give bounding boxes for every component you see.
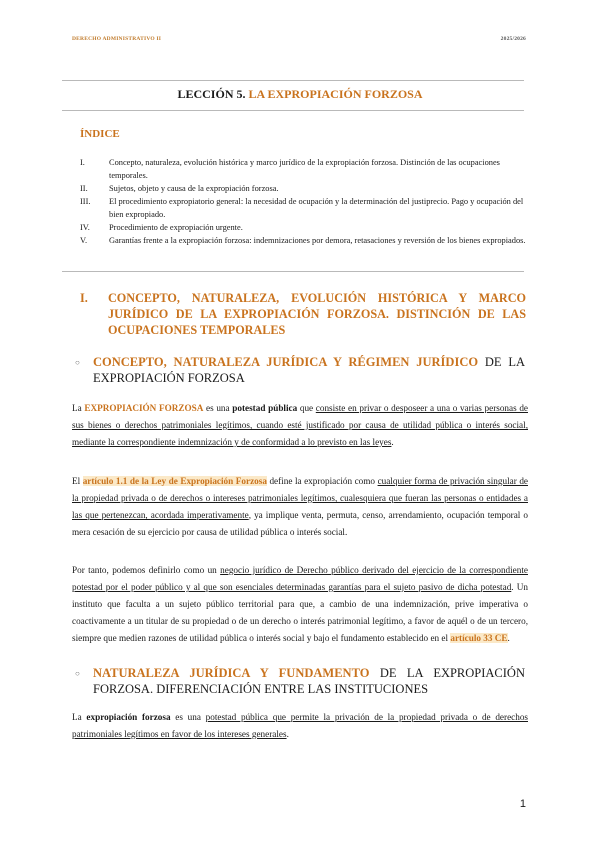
subsection-heading-1 — [75, 354, 525, 386]
article-highlight: artículo 33 CE — [450, 633, 508, 643]
bold-term: expropiación forzosa — [86, 712, 171, 722]
index-item-text: Garantías frente a la expropiación forzosa: indemnizaciones por demora, retasaciones y reversión de los bienes expropiados. — [109, 236, 526, 245]
index-item-text: Sujetos, objeto y causa de la expropiación forzosa. — [109, 184, 279, 193]
subsection-accent: CONCEPTO, NATURALEZA JURÍDICA Y RÉGIMEN JURÍDICO — [93, 355, 479, 369]
bold-term: potestad pública — [232, 403, 298, 413]
title-prefix: LECCIÓN 5. — [177, 87, 246, 101]
paragraph-negocio — [72, 562, 528, 647]
index-item-number: V. — [80, 236, 88, 245]
header-course: DERECHO ADMINISTRATIVO II — [72, 36, 162, 42]
text: . — [286, 729, 289, 739]
index-item-text: Concepto, naturaleza, evolución histórica y marco jurídico de la expropiación forzosa. Distinción de las ocupaciones temporales. — [109, 158, 500, 180]
top-rule — [62, 80, 524, 81]
article-highlight: artículo 1.1 de la Ley de Expropiación Forzosa — [82, 476, 267, 486]
subsection-heading-2 — [75, 665, 525, 697]
index-item-number: II. — [80, 184, 88, 193]
text: . Un instituto que faculta a un sujeto público territorial para que, a cambio de una indemnización, prive imperativa o coactivamente a un titular de su propiedad o de un derecho o interés patrimonial legítimo, a favor de aquél o de un tercero, siempre que medien razones de utilidad pública o interés social y bajo el fundamento establecido en el — [72, 582, 528, 643]
header-year: 2025/2026 — [500, 36, 526, 42]
index-item-text: Procedimiento de expropiación urgente. — [109, 223, 243, 232]
subsection-accent: NATURALEZA JURÍDICA Y FUNDAMENTO — [93, 666, 370, 680]
index-rule — [62, 271, 524, 272]
text: define la expropiación como — [266, 476, 378, 486]
subsection-rest: DE LA EXPROPIACIÓN FORZOSA — [93, 355, 525, 385]
text: El — [72, 476, 83, 486]
index-item-4 — [80, 221, 530, 234]
index-item-2 — [80, 182, 530, 195]
text: . — [507, 633, 510, 643]
text: es una — [203, 403, 233, 413]
subsection-rest: DE LA EXPROPIACIÓN FORZOSA. DIFERENCIACIÓN ENTRE LAS INSTITUCIONES — [93, 666, 525, 696]
page-number: 1 — [519, 798, 526, 810]
section-number: I. — [80, 291, 88, 305]
text: La — [72, 403, 85, 413]
index-list — [80, 156, 530, 247]
index-item-5 — [80, 234, 530, 247]
circle-bullet-icon: ○ — [75, 358, 80, 367]
title-rule — [62, 110, 524, 111]
section-heading — [80, 290, 526, 338]
index-item-text: El procedimiento expropiatorio general: la necesidad de ocupación y la determinación del justiprecio. Pago y ocupación del bien expropiado. — [109, 197, 524, 219]
text: que — [297, 403, 316, 413]
index-item-1 — [80, 156, 530, 182]
page-title — [0, 87, 600, 102]
index-item-number: III. — [80, 197, 91, 206]
title-accent: LA EXPROPIACIÓN FORZOSA — [248, 87, 423, 101]
paragraph-definition — [72, 400, 528, 451]
text: , ya implique venta, permuta, censo, arrendamiento, ocupación temporal o mera cesación de su ejercicio por causa de utilidad pública o interés social. — [72, 510, 529, 537]
text: . — [391, 437, 394, 447]
index-item-number: I. — [80, 158, 85, 167]
paragraph-article — [72, 473, 528, 541]
index-item-number: IV. — [80, 223, 90, 232]
underlined-definition: negocio jurídico de Derecho público derivado del ejercicio de la correspondiente potestad por el poder público y al que son esenciales determinadas garantías para el sujeto pasivo de dicha potestad — [72, 565, 528, 592]
text: La — [72, 712, 87, 722]
text: es una — [170, 712, 206, 722]
underlined-definition: consiste en privar o desposeer a una o varias personas de sus bienes o derechos patrimoniales legítimos, cuando esté justificado por causa de utilidad pública o interés social, mediante la correspondiente indemnización y de conformidad a lo previsto en las leyes — [72, 403, 528, 447]
text: Por tanto, podemos definirlo como un — [72, 565, 221, 575]
underlined-definition: cualquier forma de privación singular de la propiedad privada o de derechos o intereses patrimoniales legítimos, cualesquiera que fueran las personas o entidades a las que pertenezcan, acordada imperativamente — [72, 476, 528, 520]
section-title: CONCEPTO, NATURALEZA, EVOLUCIÓN HISTÓRICA Y MARCO JURÍDICO DE LA EXPROPIACIÓN FORZOSA. DISTINCIÓN DE LAS OCUPACIONES TEMPORALES — [108, 291, 526, 337]
index-item-3 — [80, 195, 530, 221]
paragraph-naturaleza — [72, 709, 528, 743]
term-highlight: EXPROPIACIÓN FORZOSA — [84, 403, 204, 413]
underlined-definition: potestad pública que permite la privación de la propiedad privada o de derechos patrimoniales legítimos en favor de los intereses generales — [72, 712, 528, 739]
index-heading: ÍNDICE — [80, 128, 120, 140]
circle-bullet-icon: ○ — [75, 669, 80, 678]
